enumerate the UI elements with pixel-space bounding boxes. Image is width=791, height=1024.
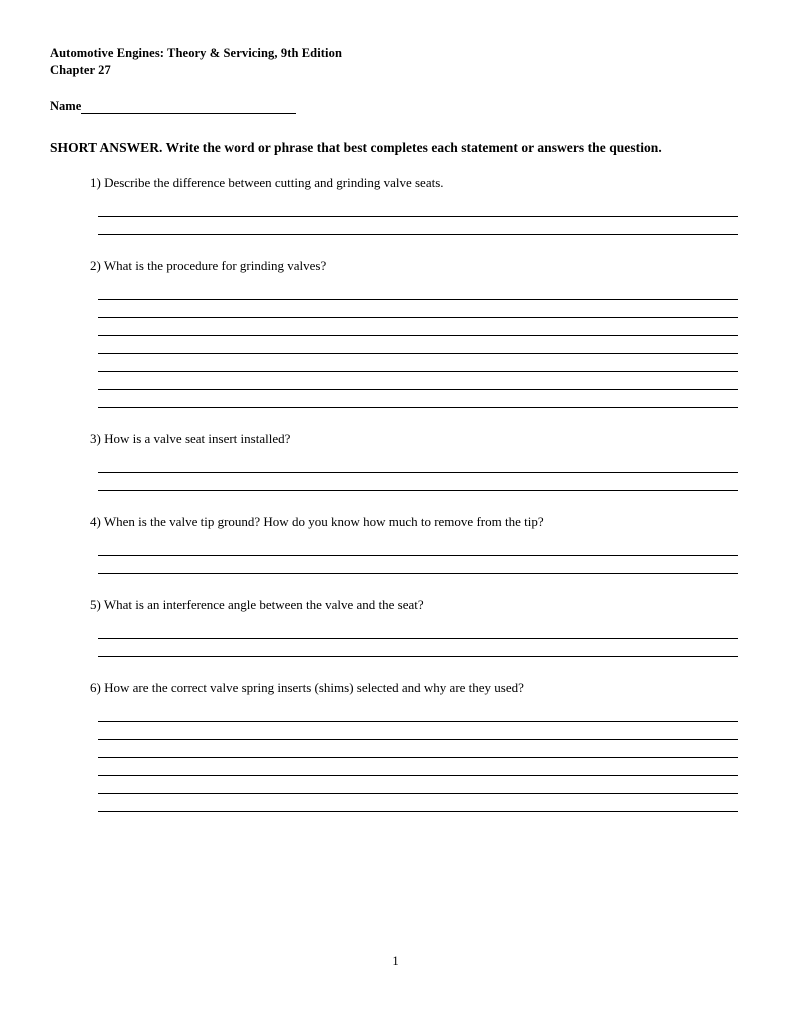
answer-line[interactable] [98, 758, 738, 776]
instructions-text: SHORT ANSWER. Write the word or phrase that best completes each statement or answers the question. [50, 140, 662, 155]
question-item-5 [90, 596, 741, 657]
questions-list [90, 174, 741, 812]
book-title: Automotive Engines: Theory & Servicing, 9th Edition [50, 46, 343, 60]
answer-line[interactable] [98, 639, 738, 657]
answer-line[interactable] [98, 455, 738, 473]
answer-line[interactable] [98, 282, 738, 300]
question-text: 4) When is the valve tip ground? How do you know how much to remove from the tip? [90, 514, 544, 529]
answer-line[interactable] [98, 390, 738, 408]
answer-line[interactable] [98, 722, 738, 740]
answer-line[interactable] [98, 473, 738, 491]
answer-lines-6[interactable] [98, 704, 741, 812]
question-text: 3) How is a valve seat insert installed? [90, 431, 291, 446]
answer-line[interactable] [98, 621, 738, 639]
question-item-2 [90, 257, 741, 408]
answer-line[interactable] [98, 556, 738, 574]
chapter-label: Chapter 27 [50, 63, 111, 77]
answer-line[interactable] [98, 217, 738, 235]
answer-line[interactable] [98, 538, 738, 556]
question-text: 1) Describe the difference between cutting and grinding valve seats. [90, 175, 444, 190]
question-item-4 [90, 513, 741, 574]
answer-line[interactable] [98, 300, 738, 318]
answer-line[interactable] [98, 740, 738, 758]
answer-lines-5[interactable] [98, 621, 741, 657]
answer-lines-3[interactable] [98, 455, 741, 491]
answer-line[interactable] [98, 336, 738, 354]
answer-line[interactable] [98, 318, 738, 336]
answer-line[interactable] [98, 704, 738, 722]
name-field-row [50, 99, 741, 114]
name-label: Name [50, 99, 82, 113]
question-item-1 [90, 174, 741, 235]
answer-lines-1[interactable] [98, 199, 741, 235]
document-header [50, 45, 741, 79]
answer-lines-4[interactable] [98, 538, 741, 574]
name-input-rule[interactable] [81, 102, 296, 114]
answer-line[interactable] [98, 199, 738, 217]
question-text: 2) What is the procedure for grinding valves? [90, 258, 327, 273]
question-item-6 [90, 679, 741, 812]
answer-lines-2[interactable] [98, 282, 741, 408]
question-text: 6) How are the correct valve spring inserts (shims) selected and why are they used? [90, 680, 524, 695]
answer-line[interactable] [98, 776, 738, 794]
page-number: 1 [392, 954, 399, 968]
answer-line[interactable] [98, 794, 738, 812]
question-item-3 [90, 430, 741, 491]
answer-line[interactable] [98, 354, 738, 372]
answer-line[interactable] [98, 372, 738, 390]
question-text: 5) What is an interference angle between the valve and the seat? [90, 597, 424, 612]
